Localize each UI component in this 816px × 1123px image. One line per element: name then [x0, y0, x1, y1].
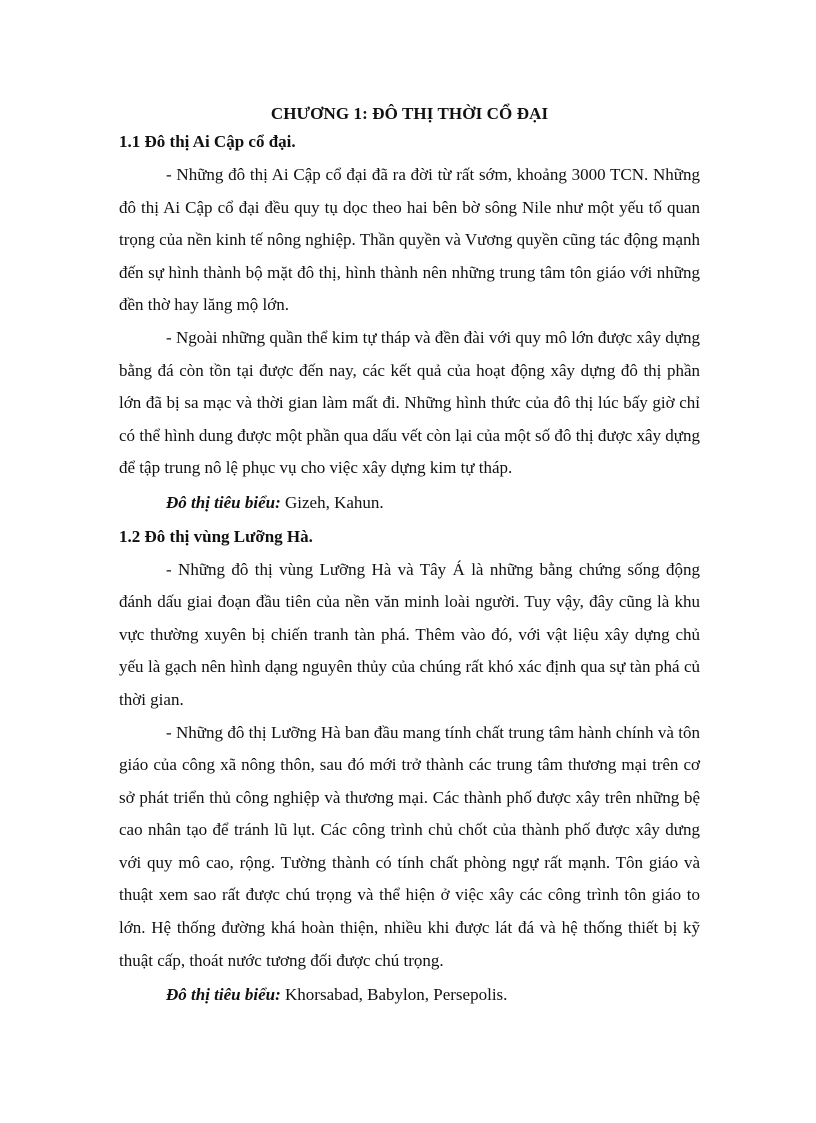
typical-cities-label: Đô thị tiêu biểu:	[166, 492, 281, 512]
section-mesopotamia	[119, 526, 700, 1012]
section-heading: 1.2 Đô thị vùng Lưỡng Hà.	[119, 526, 313, 546]
typical-cities-label: Đô thị tiêu biểu:	[166, 985, 281, 1005]
paragraph: - Những đô thị vùng Lưỡng Hà và Tây Á là những bằng chứng sống động đánh dấu giai đoạn đầu tiên của nền văn minh loài người. Tuy vậy, đây cũng là khu vực thường xuyên bị chiến tranh tàn phá. Thêm vào đó, với vật liệu xây dựng chủ yếu là gạch nên hình dạng nguyên thủy của chúng rất khó xác định qua sự tàn phá củ thời gian.	[119, 559, 700, 709]
section-heading: 1.1 Đô thị Ai Cập cổ đại.	[119, 132, 296, 151]
document-page	[119, 103, 700, 1018]
paragraph: - Những đô thị Ai Cập cổ đại đã ra đời từ rất sớm, khoảng 3000 TCN. Những đô thị Ai Cập cổ đại đều quy tụ dọc theo hai bên bờ sông Nile như một yếu tố quan trọng của nền kinh tế nông nghiệp. Thần quyền và Vương quyền cũng tác động mạnh đến sự hình thành bộ mặt đô thị, hình thành nên những trung tâm tôn giáo với những đền thờ hay lăng mộ lớn.	[119, 165, 700, 315]
typical-cities	[119, 979, 700, 1012]
paragraph: - Những đô thị Lưỡng Hà ban đầu mang tính chất trung tâm hành chính và tôn giáo của công xã nông thôn, sau đó mới trở thành các trung tâm thương mại trên cơ sở phát triển thủ công nghiệp và thương mại. Các thành phố được xây trên những bệ cao nhân tạo để tránh lũ lụt. Các công trình chủ chốt của thành phố được xây dưng với quy mô cao, rộng. Tường thành có tính chất phòng ngự rất mạnh. Tôn giáo và thuật xem sao rất được chú trọng và thể hiện ở việc xây các công trình tôn giáo to lớn. Hệ thống đường khá hoàn thiện, nhiều khi được lát đá và hệ thống thiết bị kỹ thuật cấp, thoát nước tương đối được chú trọng.	[119, 722, 700, 970]
typical-cities-value: Khorsabad, Babylon, Persepolis.	[280, 985, 508, 1005]
typical-cities-value: Gizeh, Kahun.	[280, 492, 384, 512]
section-egypt	[119, 131, 700, 520]
typical-cities	[119, 487, 700, 520]
chapter-title: CHƯƠNG 1: ĐÔ THỊ THỜI CỔ ĐẠI	[270, 104, 549, 123]
paragraph: - Ngoài những quần thể kim tự tháp và đền đài với quy mô lớn được xây dựng bằng đá còn tồn tại được đến nay, các kết quả của hoạt động xây dựng đô thị phần lớn đã bị sa mạc và thời gian làm mất đi. Những hình thức của đô thị lúc bấy giờ chỉ có thể hình dung được một phần qua dấu vết còn lại của một số đô thị được xây dựng để tập trung nô lệ phục vụ cho việc xây dựng kim tự tháp.	[119, 327, 700, 478]
